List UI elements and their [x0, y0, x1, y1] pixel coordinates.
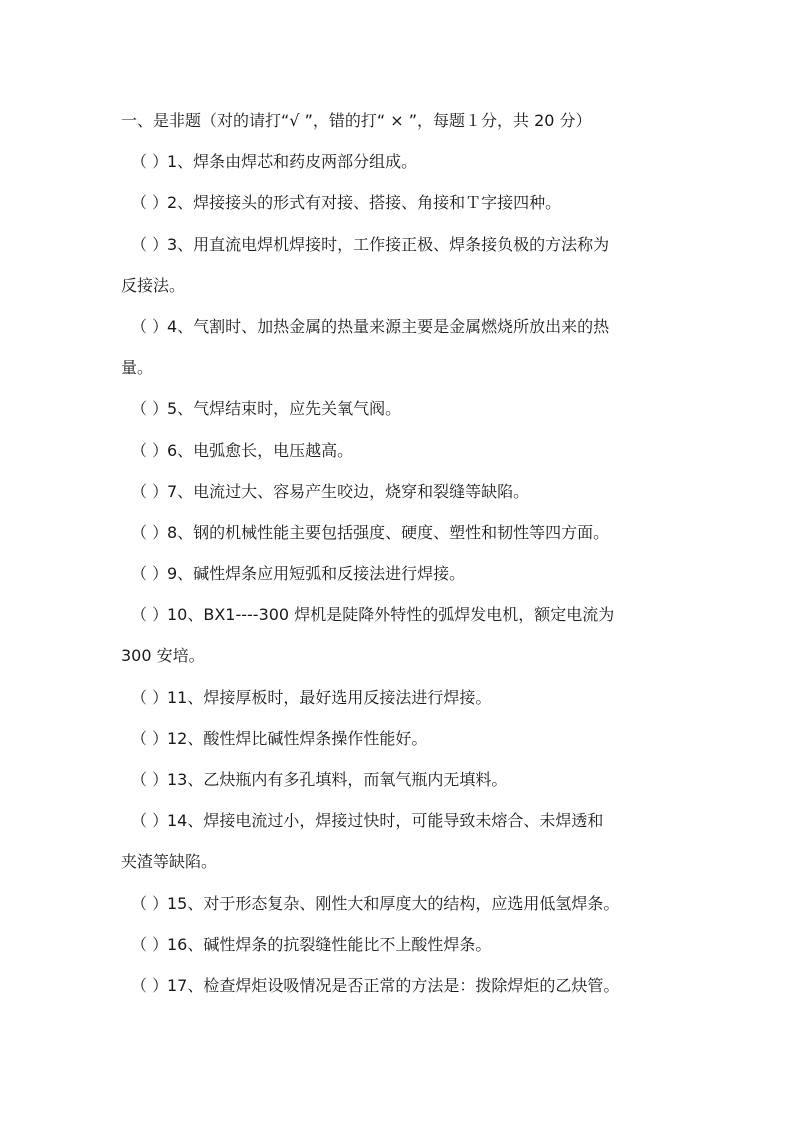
question-text: 16、碱性焊条的抗裂缝性能比不上酸性焊条。 — [167, 934, 492, 954]
question-item — [121, 718, 681, 759]
answer-blank: （ ） — [131, 316, 169, 336]
question-item — [121, 594, 681, 635]
question-text: 5、气焊结束时，应先关氧气阀。 — [167, 399, 402, 419]
question-text-continued: 反接法。 — [121, 275, 186, 295]
question-item — [121, 430, 681, 471]
answer-blank: （ ） — [131, 811, 169, 831]
question-item — [121, 388, 681, 429]
answer-blank: （ ） — [131, 193, 169, 213]
section-heading: 一、是非题（对的请打“√ ”，错的打“ × ”，每题１分，共 20 分） — [121, 111, 592, 130]
answer-blank: （ ） — [131, 687, 169, 707]
question-item — [121, 759, 681, 800]
question-list — [121, 141, 681, 1006]
answer-blank: （ ） — [131, 934, 169, 954]
answer-blank: （ ） — [131, 522, 169, 542]
question-item — [121, 512, 681, 553]
question-item — [121, 141, 681, 182]
question-text: 11、焊接厚板时，最好选用反接法进行焊接。 — [167, 687, 492, 707]
question-item — [121, 800, 681, 841]
question-text: 10、BX1----300 焊机是陡降外特性的弧焊发电机，额定电流为 — [167, 605, 615, 625]
answer-blank: （ ） — [131, 564, 169, 584]
question-text: 14、焊接电流过小，焊接过快时，可能导致未熔合、未焊透和 — [167, 811, 604, 831]
question-text-continued: 量。 — [121, 358, 154, 378]
question-item — [121, 924, 681, 965]
document-body — [121, 100, 681, 1006]
answer-blank: （ ） — [131, 234, 169, 254]
answer-blank: （ ） — [131, 728, 169, 748]
question-text-continued: 300 安培。 — [121, 646, 205, 666]
answer-blank: （ ） — [131, 605, 169, 625]
question-item — [121, 965, 681, 1006]
question-item — [121, 883, 681, 924]
question-text: 7、电流过大、容易产生咬边，烧穿和裂缝等缺陷。 — [167, 481, 530, 501]
question-text: 17、检查焊炬设吸情况是否正常的方法是：拨除焊炬的乙炔管。 — [167, 975, 620, 995]
answer-blank: （ ） — [131, 481, 169, 501]
question-text: 8、钢的机械性能主要包括强度、硬度、塑性和韧性等四方面。 — [167, 522, 610, 542]
answer-blank: （ ） — [131, 770, 169, 789]
question-text: 3、用直流电焊机焊接时，工作接正极、焊条接负极的方法称为 — [167, 234, 610, 254]
answer-blank: （ ） — [131, 152, 169, 172]
question-text: 4、气割时、加热金属的热量来源主要是金属燃烧所放出来的热 — [167, 316, 610, 336]
answer-blank: （ ） — [131, 975, 169, 995]
answer-blank: （ ） — [131, 440, 169, 460]
question-item — [121, 471, 681, 512]
question-item — [121, 224, 681, 265]
question-text: 12、酸性焊比碱性焊条操作性能好。 — [167, 728, 428, 748]
question-item — [121, 182, 681, 223]
question-text-continued: 夹渣等缺陷。 — [121, 852, 218, 872]
question-item — [121, 306, 681, 347]
question-item — [121, 677, 681, 718]
question-text: 9、碱性焊条应用短弧和反接法进行焊接。 — [167, 564, 466, 584]
question-text: 6、电弧愈长，电压越高。 — [167, 440, 354, 460]
question-text: 2、焊接接头的形式有对接、搭接、角接和Ｔ字接四种。 — [167, 193, 562, 213]
question-text: 1、焊条由焊芯和药皮两部分组成。 — [167, 152, 418, 172]
question-item — [121, 553, 681, 594]
question-text: 15、对于形态复杂、刚性大和厚度大的结构，应选用低氢焊条。 — [167, 893, 620, 913]
answer-blank: （ ） — [131, 893, 169, 913]
answer-blank: （ ） — [131, 399, 169, 419]
question-text: 13、乙炔瓶内有多孔填料，而氧气瓶内无填料。 — [167, 770, 508, 789]
